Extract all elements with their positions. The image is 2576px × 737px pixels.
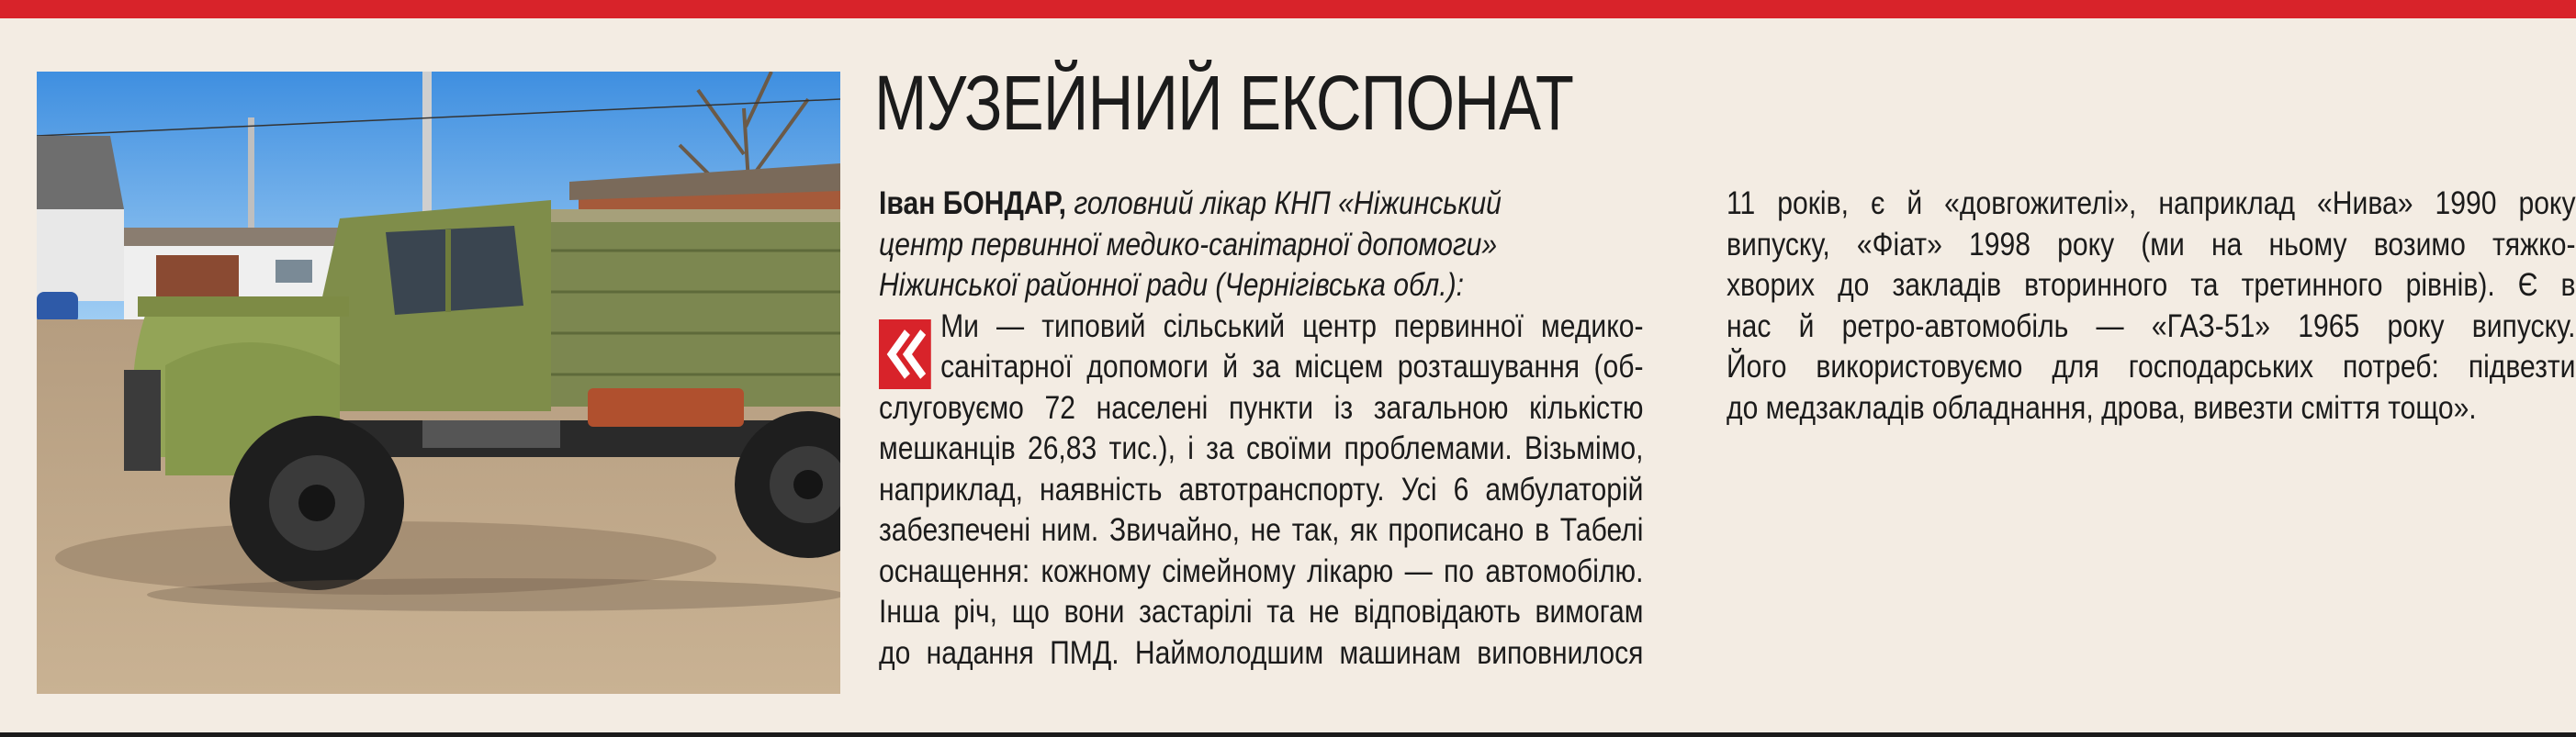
body-line: Інша річ, що вони застарілі та не відповідають вимогам [879, 594, 1644, 630]
body-line: мешканців 26,83 тис.), і за своїми проблемами. Візьмімо, [879, 430, 1644, 466]
body-line: наприклад, наявність автотранспорту. Усі 6 амбулаторій [879, 471, 1644, 508]
author-role-line: головний лікар КНП «Ніжинський [1074, 185, 1502, 221]
body-line: до медзакладів обладнання, дрова, вивезти сміття тощо». [1727, 389, 2477, 426]
author-role-line: центр первинної медико-санітарної допомоги» [879, 226, 1498, 262]
bottom-rule [0, 732, 2576, 737]
body-line: забезпечені ним. Звичайно, не так, як прописано в Табелі [879, 512, 1644, 548]
article-column-left [879, 184, 1643, 674]
quote-mark-icon [879, 319, 931, 389]
headline: МУЗЕЙНИЙ ЕКСПОНАТ [874, 60, 1574, 146]
top-red-rule [0, 0, 2576, 18]
body-line: 11 років, є й «довгожителі», наприклад «Нива» 1990 року [1727, 185, 2576, 221]
body-line: слуговуємо 72 населені пункти із загальною кількістю [879, 389, 1644, 426]
body-line: до надання ПМД. Наймолодшим машинам виповнилося [879, 634, 1644, 671]
author-line [879, 184, 1643, 225]
author-name: Іван БОНДАР, [879, 185, 1067, 221]
body-line: оснащення: кожному сімейному лікарю — по автомобілю. [879, 553, 1644, 589]
body-line: випуску, «Фіат» 1998 року (ми на ньому возимо тяжко- [1727, 226, 2576, 262]
body-line: санітарної допомоги й за місцем розташування (об- [940, 349, 1644, 385]
body-line: нас й ретро-автомобіль — «ГАЗ-51» 1965 року випуску. [1727, 307, 2576, 344]
body-line: Його використовуємо для господарських потреб: підвезти [1727, 349, 2576, 385]
body-line: Ми — типовий сільський центр первинної медико- [940, 307, 1644, 344]
truck-photo [37, 72, 840, 694]
article-column-right [1727, 184, 2576, 429]
body-line: хворих до закладів вторинного та третинного рівнів). Є в [1727, 267, 2576, 303]
author-role-line: Ніжинської районної ради (Чернігівська обл.): [879, 267, 1464, 303]
